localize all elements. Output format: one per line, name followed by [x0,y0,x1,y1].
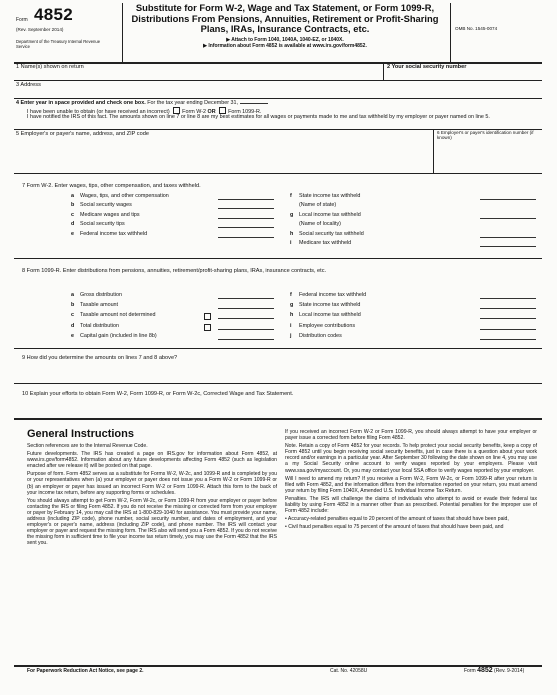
instruction-paragraph: If you received an incorrect Form W-2 or Form 1099-R, you should always attempt to have your employer or payer issue a corrected form before filing Form 4852. [285,429,537,442]
item-letter: e [71,332,74,339]
form-id-block [14,3,124,55]
form-label: Form [16,17,28,23]
footer-revision: (Rev. 9-2014) [494,668,525,674]
divider [383,63,384,80]
or-text: OR [207,109,216,115]
item-label: State income tax withheld [299,302,361,309]
rule [14,80,542,81]
line-6-label: 6 Employer's or payer's identification number (if known) [437,130,534,141]
line-4-unable-text: I have been unable to obtain (or have received an incorrect) [27,109,170,115]
item-letter: c [71,211,74,218]
form-1099r-checkbox[interactable] [219,107,226,114]
amount-field[interactable] [218,208,274,209]
item-label: Social security tips [80,221,125,228]
line-4-notice: I have notified the IRS of this fact. The amounts shown on line 7 or line 8 are my best estimates for all wages or payments made to me and tax withheld by my employer or payer named on line 5. [27,114,490,120]
rule [14,383,542,384]
item-checkbox[interactable] [204,313,211,320]
item-letter: d [71,221,75,228]
form-number: 4852 [34,5,74,24]
instruction-paragraph: Purpose of form. Form 4852 serves as a substitute for Forms W-2, W-2c, and 1099-R and is completed by you or your representatives when (a) your employer or payer does not issue you a Form W-2 or Form 1099-R or (b) an employer or payer has issued an incorrect Form W-2 or Form 1099-R. Attach this form to the back of your income tax return, before any supporting forms or schedules. [27,471,277,496]
amount-field[interactable] [480,218,536,219]
year-field[interactable] [240,103,268,104]
item-letter: f [290,292,292,298]
item-letter: g [290,211,294,218]
line-7-label: 7 Form W-2. Enter wages, tips, other compensation, and taxes withheld. [22,183,201,189]
item-label: Local income tax withheld [299,312,361,319]
amount-field[interactable] [218,318,274,319]
footer-form-label: Form [464,668,476,674]
instruction-paragraph: Will I need to amend my return? If you receive a Form W-2, Form W-2c, or Form 1099-R after your return is filed with Form 4852, and the information differs from the information reported on your return, you must amend your return by filing Form 1040X, Amended U.S. Individual Income Tax Return. [285,475,537,494]
footer-form-number: 4852 [477,667,493,674]
line-4-tax-year-text: For the tax year ending December 31, [147,100,239,106]
item-label: Federal income tax withheld [299,292,367,298]
footer-form-id [464,667,524,674]
line-9-label: 9 How did you determine the amounts on lines 7 and 8 above? [22,355,178,361]
amount-field[interactable] [480,298,536,299]
item-letter: h [290,312,294,319]
item-label: Local income tax withheld [299,211,361,218]
item-label: Wages, tips, and other compensation [80,193,169,199]
form-1099r-option: Form 1099-R. [228,109,262,115]
department-name: Department of the Treasury Internal Revenue Service [16,39,101,49]
line-10-label: 10 Explain your efforts to obtain Form W-2, Form 1099-R, or Form W-2c, Corrected Wage and Tax Statement. [22,391,294,397]
form-w2-checkbox[interactable] [173,107,180,114]
rule [14,258,542,259]
form-revision: (Rev. September 2014) [16,27,64,32]
instruction-paragraph: Penalties. The IRS will challenge the claims of individuals who attempt to avoid or evade their federal tax liability by using Form 4852 in a manner other than as prescribed. Potential penalties for the improper use of Form 4852 include: [285,495,537,515]
item-label: Total distribution [80,322,119,329]
item-letter: a [71,193,74,199]
info-note: ▶ Information about Form 4852 is available at www.irs.gov/form4852. [203,42,367,49]
item-label: (Name of state) [299,202,337,209]
amount-field[interactable] [480,237,536,238]
amount-field[interactable] [218,329,274,330]
omb-number: OMB No. 1545-0074 [455,26,498,31]
amount-field[interactable] [480,329,536,330]
item-letter: g [290,302,294,309]
item-label: Federal income tax withheld [80,230,148,237]
amount-field[interactable] [480,308,536,309]
item-letter: b [71,302,75,309]
attach-note: ▶ Attach to Form 1040, 1040A, 1040-EZ, or 1040X. [226,36,344,43]
item-letter: d [71,322,75,329]
rule [14,418,542,420]
instruction-paragraph: • Civil fraud penalties equal to 75 percent of the amount of taxes that should have been paid, and [285,524,504,531]
amount-field[interactable] [480,318,536,319]
line-5-label: 5 Employer's or payer's name, address, and ZIP code [16,131,149,137]
divider [433,129,434,173]
item-label: Employee contributions [299,322,356,329]
item-label: Taxable amount [80,302,119,309]
footer-cat-number: Cat. No. 42058U [330,668,368,674]
instruction-paragraph: Section references are to the Internal Revenue Code. [27,443,148,449]
item-label: Social security tax withheld [299,230,364,237]
footer-paperwork-notice: For Paperwork Reduction Act Notice, see page 2. [27,668,144,674]
amount-field[interactable] [480,339,536,340]
item-label: State income tax withheld [299,193,361,199]
amount-field[interactable] [480,199,536,200]
line-3-label: 3 Address [16,82,41,88]
amount-field[interactable] [218,227,274,228]
item-label: (Name of locality) [299,221,341,228]
amount-field[interactable] [480,246,536,247]
item-label: Capital gain (included in line 8b) [80,332,157,339]
rule [14,98,542,99]
item-label: Gross distribution [80,292,122,298]
form-title-block [126,3,444,49]
item-letter: i [290,240,292,246]
line-4-instruction: 4 Enter year in space provided and check one box. [16,100,146,106]
divider [122,3,123,63]
item-letter: e [71,230,74,237]
item-letter: h [290,230,294,237]
instructions-right-column [285,429,537,532]
item-label: Distribution codes [299,332,342,339]
item-label: Taxable amount not determined [80,312,156,319]
general-instructions-heading: General Instructions [27,428,134,440]
amount-field[interactable] [218,298,274,299]
amount-field[interactable] [218,308,274,309]
rule [14,665,542,667]
rule [14,348,542,349]
amount-field[interactable] [218,199,274,200]
instruction-paragraph: • Accuracy-related penalties equal to 20 percent of the amount of taxes that should have been paid, [285,516,509,523]
amount-field[interactable] [218,339,274,340]
item-letter: i [290,322,292,329]
item-label: Medicare wages and tips [80,211,140,218]
form-title: Substitute for Form W-2, Wage and Tax Statement, or Form 1099-R, Distributions From Pensions, Annuities, Retirement or Profit-Sharing Plans, IRAs, Insurance Contracts, etc. [131,2,439,34]
form-w2-option: Form W-2 [182,109,207,115]
item-checkbox[interactable] [204,324,211,331]
instruction-paragraph: You should always attempt to get Form W-2, Form W-2c, or Form 1099-R from your employer or payer before contacting the IRS or filing Form 4852. If you do not receive the missing or corrected form from your employer or payer by February 14, you may call the IRS at 1-800-829-1040 for assistance. You must provide your name, address (including ZIP code), phone number, social security number, and dates of employment, and your employer's or payer's name, address (including ZIP code), and phone number. The IRS will contact your employer or payer and request the missing form. The IRS also will send you a Form 4852. If you do not receive the missing form in sufficient time to file your income tax return timely, you may use the Form 4852 that the IRS sent you. [27,497,277,547]
item-letter: f [290,193,292,199]
amount-field[interactable] [218,218,274,219]
instructions-left-column [27,443,277,549]
item-label: Social security wages [80,202,132,209]
item-letter: c [71,312,74,319]
instruction-paragraph: Note. Retain a copy of Form 4852 for your records. To help protect your social security benefits, keep a copy of Form 4852 until you begin receiving social security benefits, just in case there is a question about your work record and/or earnings in a particular year. After September 30 following the date shown on line 4, you may use a my Social Security online account to verify wages reported by your employers. Please visit www.ssa.gov/myaccount. Or, you may contact your local SSA office to verify wages reported by your employer. [285,443,537,474]
line-2-label: 2 Your social security number [387,64,467,70]
amount-field[interactable] [218,237,274,238]
item-letter: a [71,292,74,298]
divider [450,3,451,63]
line-1-label: 1 Name(s) shown on return [16,64,84,70]
instruction-paragraph: Future developments. The IRS has created a page on IRS.gov for information about Form 4852, at www.irs.gov/form4852. Information about any future developments affecting Form 4852 (such as legislation enacted after we release it) will be posted on that page. [27,451,277,470]
line-8-label: 8 Form 1099-R. Enter distributions from pensions, annuities, retirement/profit-sharing plans, IRAs, insurance contracts, etc. [22,268,327,274]
rule [14,173,542,174]
item-letter: b [71,202,75,209]
item-letter: j [290,332,292,339]
item-label: Medicare tax withheld [299,240,352,246]
